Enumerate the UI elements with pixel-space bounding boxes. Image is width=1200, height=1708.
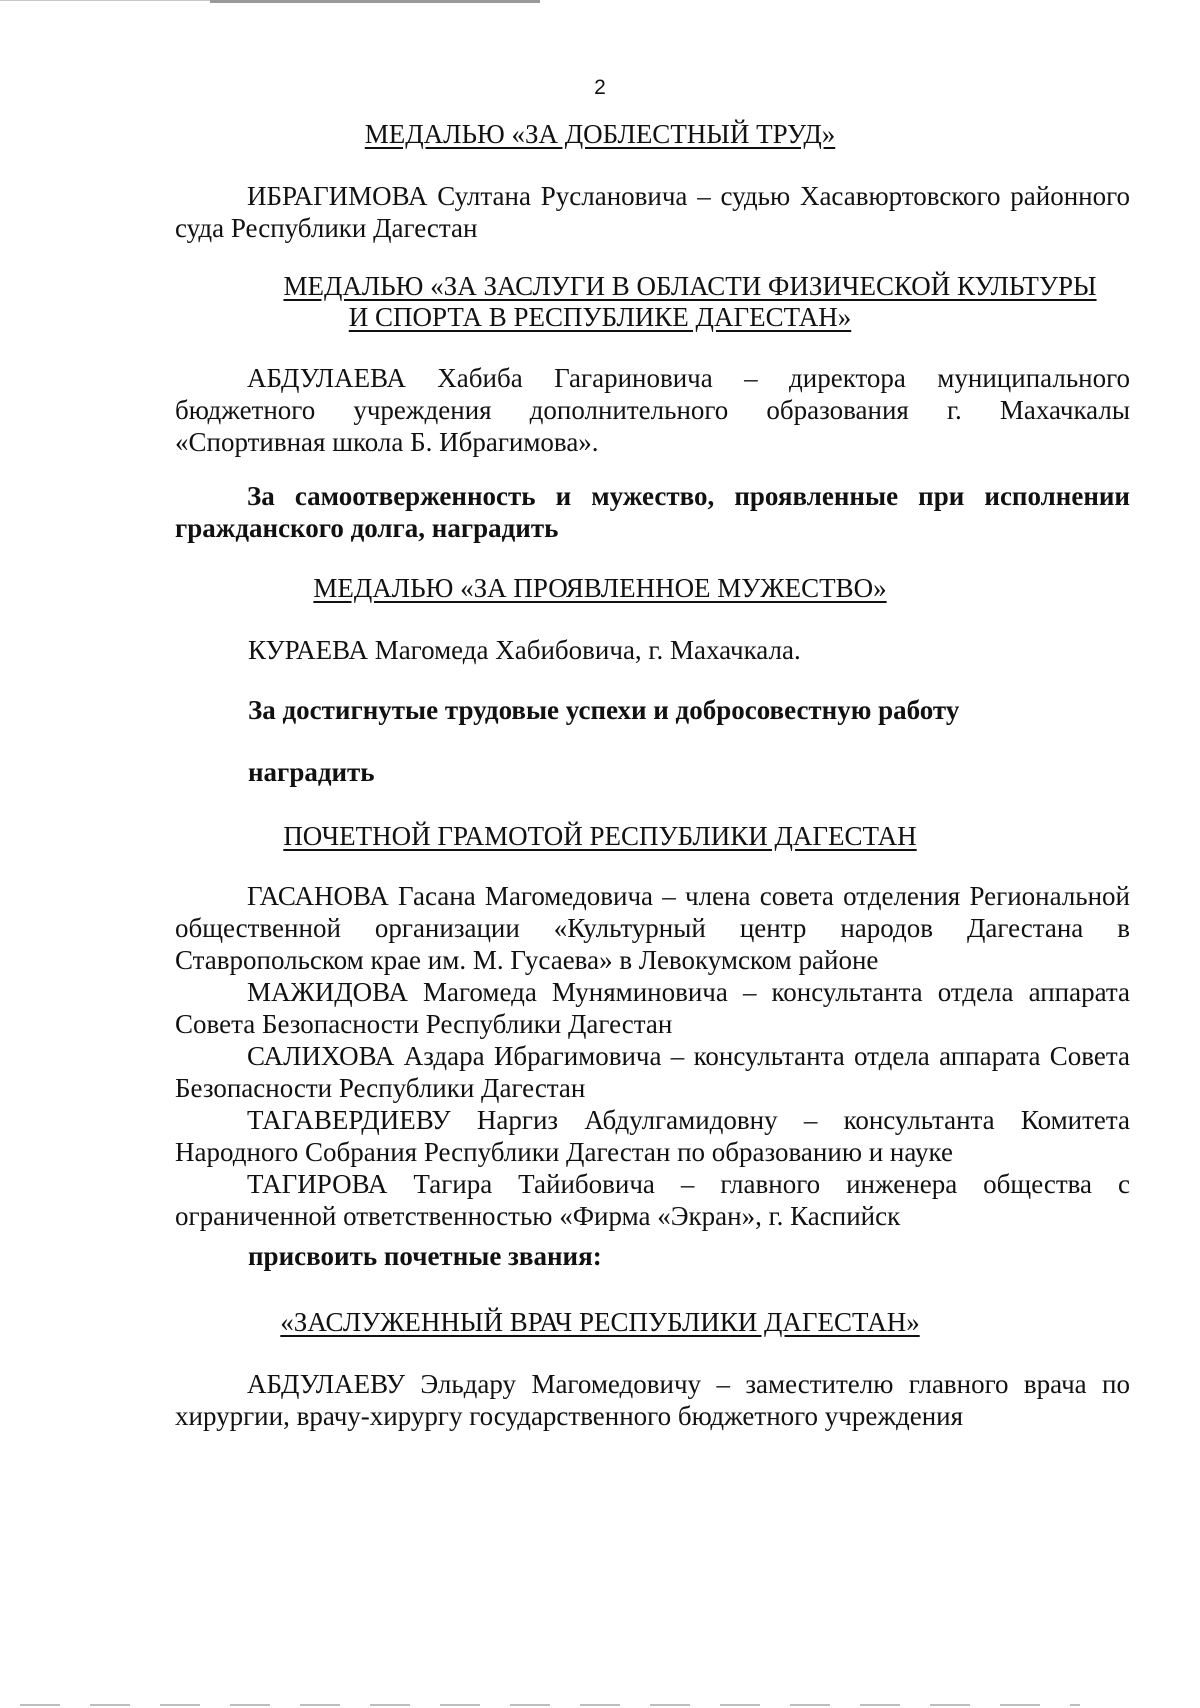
courage-intro: За самоотверженность и мужество, проявленные при исполнении гражданского долга, наградить: [175, 481, 1130, 543]
entry-ibragimov: ИБРАГИМОВА Султана Руслановича – судью Хасавюртовского районного суда Республики Дагестан: [175, 181, 1130, 243]
heading-honored-doctor: «ЗАСЛУЖЕННЫЙ ВРАЧ РЕСПУБЛИКИ ДАГЕСТАН»: [280, 1307, 920, 1337]
list-item: МАЖИДОВА Магомеда Муняминовича – консультанта отдела аппарата Совета Безопасности Республики Дагестан: [175, 977, 1130, 1039]
list-item: ГАСАНОВА Гасана Магомедовича – члена совета отделения Региональной общественной организации «Культурный центр народов Дагестана в Ставропольском крае им. М. Гусаева» в Левокумском районе: [175, 881, 1130, 975]
entry-abdulaev: АБДУЛАЕВА Хабиба Гагариновича – директора муниципального бюджетного учреждения дополнительного образования г. Махачкалы «Спортивная школа Б. Ибрагимова».: [175, 363, 1130, 457]
scan-edge-mark: [20, 1704, 1080, 1706]
award-verb: наградить: [248, 757, 375, 787]
entry-kuraev: КУРАЕВА Магомеда Хабибовича, г. Махачкала.: [248, 635, 801, 665]
heading-medal-sport-line1: МЕДАЛЬЮ «ЗА ЗАСЛУГИ В ОБЛАСТИ ФИЗИЧЕСКОЙ КУЛЬТУРЫ: [283, 271, 1097, 301]
heading-medal-sport-line2: И СПОРТА В РЕСПУБЛИКЕ ДАГЕСТАН»: [348, 302, 852, 332]
labor-intro: За достигнутые трудовые успехи и добросовестную работу: [248, 695, 960, 725]
page-number: 2: [594, 76, 606, 99]
heading-medal-valiant-labor: МЕДАЛЬЮ «ЗА ДОБЛЕСТНЫЙ ТРУД»: [364, 119, 836, 149]
heading-honorary-diploma: ПОЧЕТНОЙ ГРАМОТОЙ РЕСПУБЛИКИ ДАГЕСТАН: [283, 821, 917, 851]
list-item: ТАГАВЕРДИЕВУ Наргиз Абдулгамидовну – консультанта Комитета Народного Собрания Республики Дагестан по образованию и науке: [175, 1105, 1130, 1167]
list-item: САЛИХОВА Аздара Ибрагимовича – консультанта отдела аппарата Совета Безопасности Республики Дагестан: [175, 1041, 1130, 1103]
scan-edge-mark: [0, 0, 210, 1]
scan-edge-mark: [210, 0, 540, 3]
heading-medal-courage: МЕДАЛЬЮ «ЗА ПРОЯВЛЕННОЕ МУЖЕСТВО»: [313, 573, 887, 603]
titles-intro: присвоить почетные звания:: [248, 1241, 602, 1271]
list-item: ТАГИРОВА Тагира Тайибовича – главного инженера общества с ограниченной ответственностью «Фирма «Экран», г. Каспийск: [175, 1169, 1130, 1231]
entry-abdulaev-eldar: АБДУЛАЕВУ Эльдару Магомедовичу – заместителю главного врача по хирургии, врачу-хирургу государственного бюджетного учреждения: [175, 1369, 1130, 1431]
diploma-entries: [175, 880, 1130, 1232]
